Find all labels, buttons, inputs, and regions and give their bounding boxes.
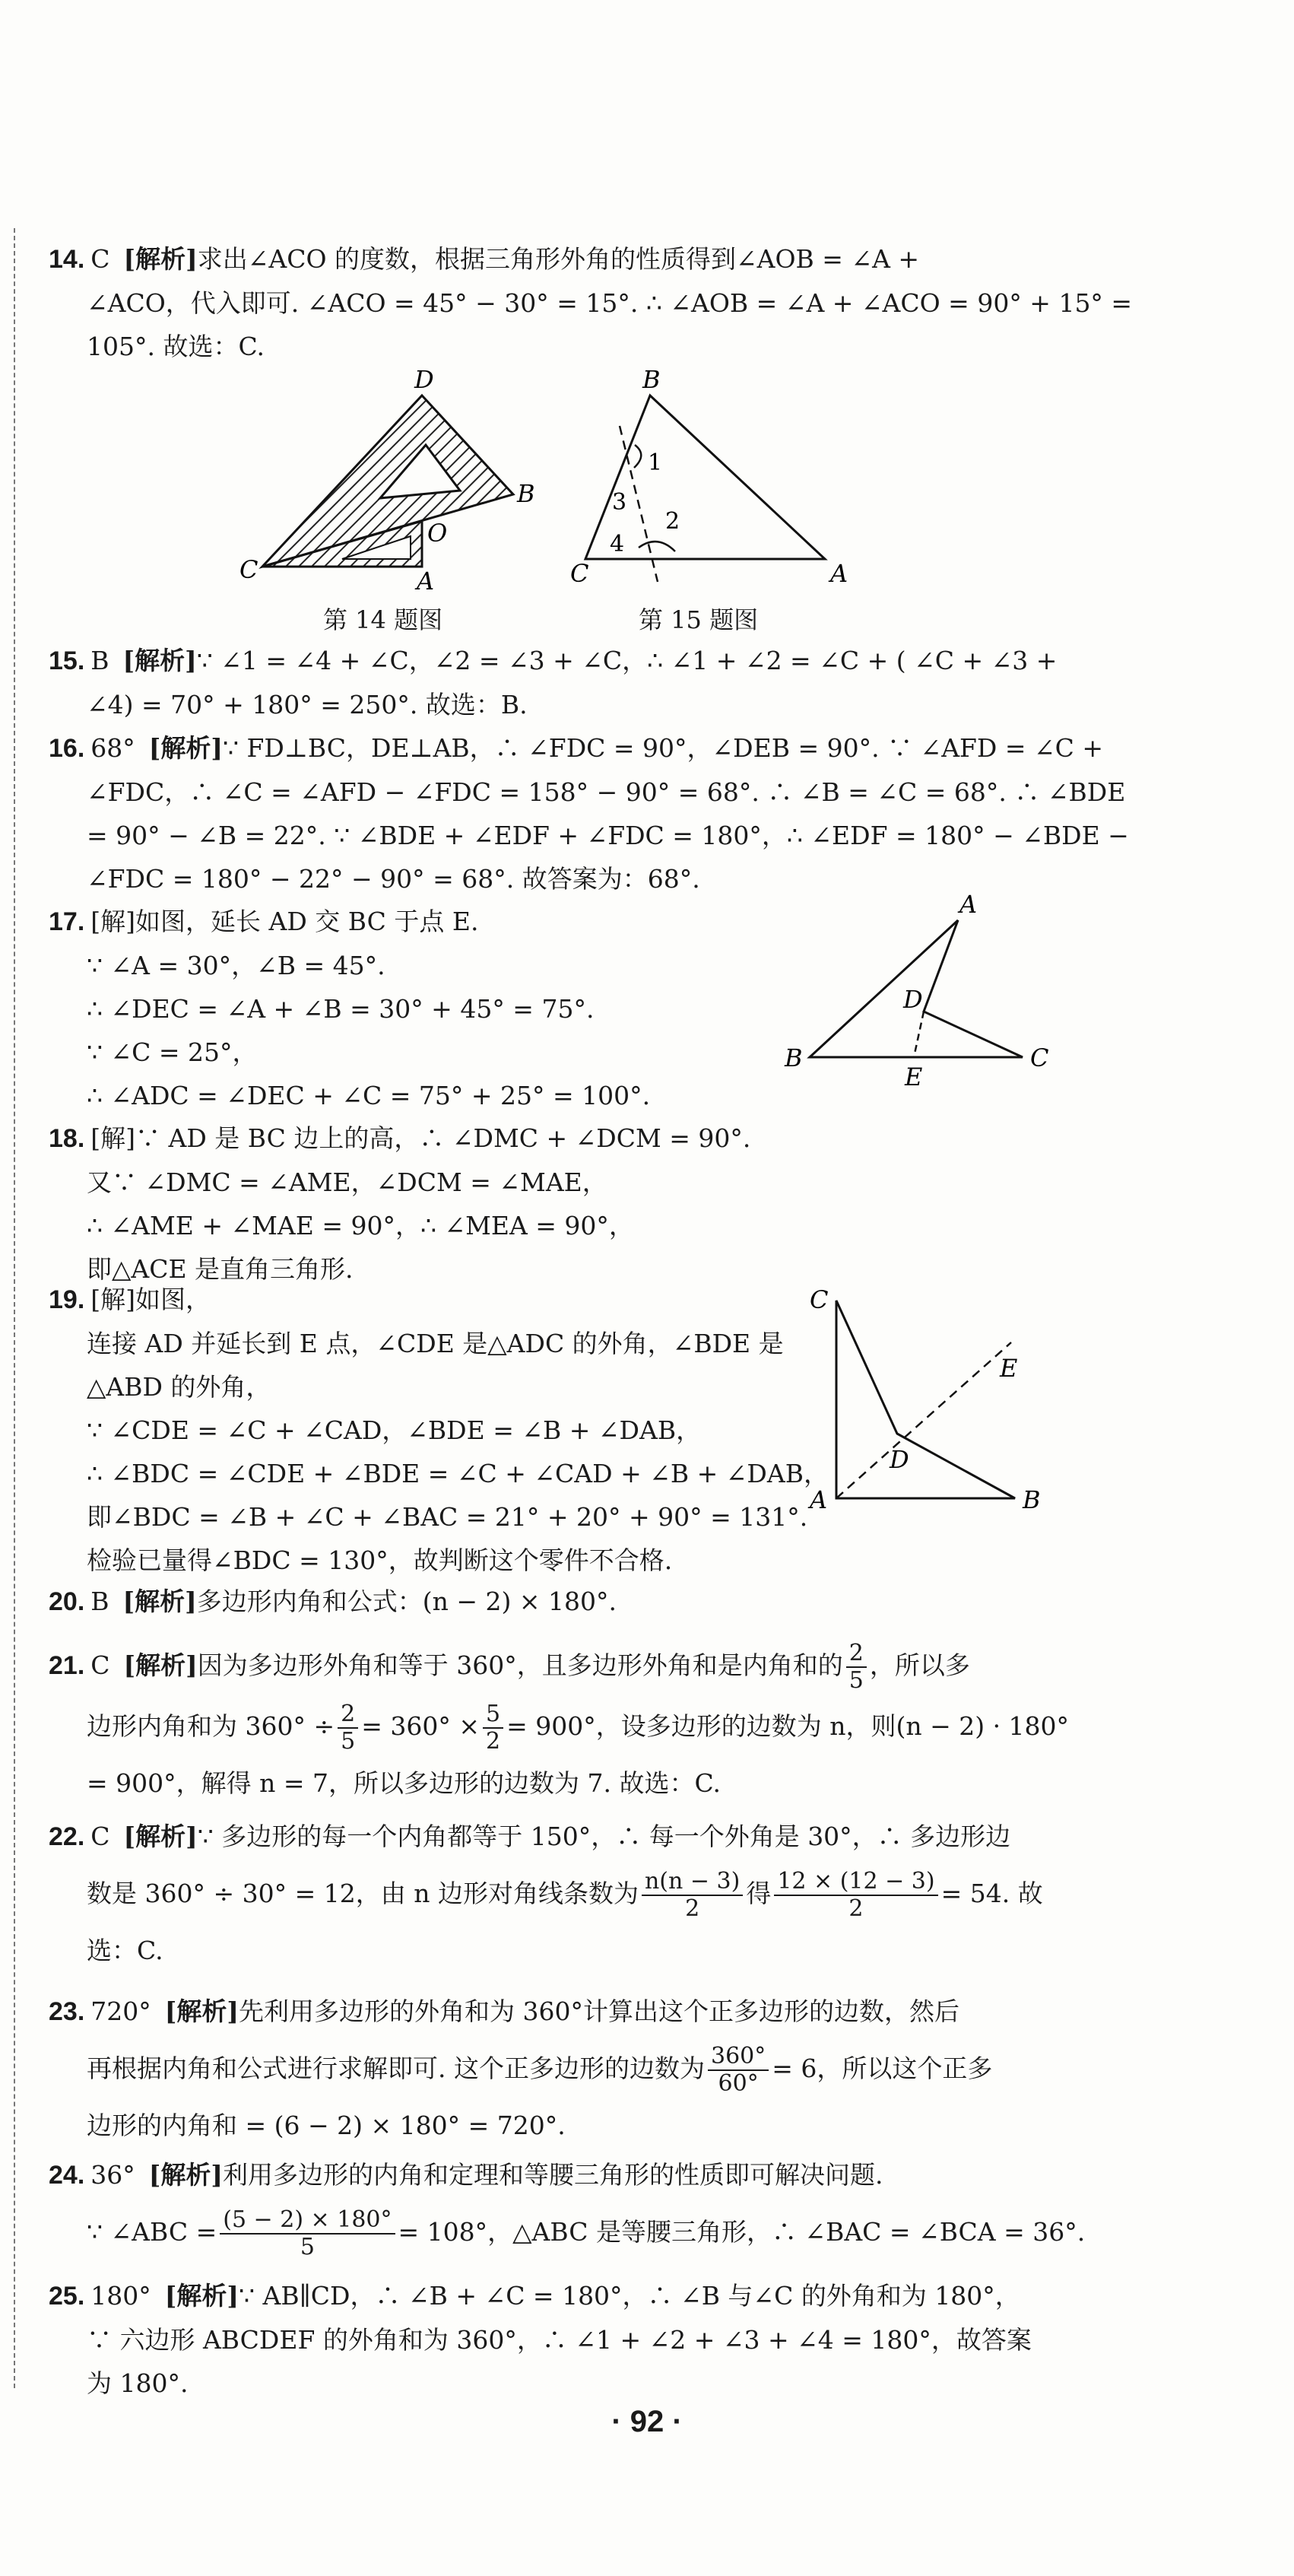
question-number: 18.: [49, 1124, 85, 1153]
figure-15-caption: 第 15 题图: [639, 605, 759, 634]
label-O: O: [427, 519, 448, 548]
question-number: 17.: [49, 907, 85, 936]
numerator: n(n − 3): [642, 1869, 743, 1896]
text-line: 即∠BDC = ∠B + ∠C + ∠BAC = 21° + 20° + 90° = 131°.: [87, 1502, 808, 1532]
analysis-tag: [解析]: [122, 646, 197, 675]
question-18: [49, 1116, 1037, 1291]
analysis-tag: [解析]: [164, 1996, 239, 2026]
dashed-line-AE: [836, 1342, 1011, 1498]
numerator: 2: [846, 1641, 867, 1668]
solution-tag: [解]: [90, 1123, 136, 1153]
text-line: 检验已量得∠BDC = 130°，故判断这个零件不合格.: [87, 1545, 673, 1575]
text-line: = 900°，解得 n = 7，所以多边形的边数为 7. 故选：C.: [87, 1768, 722, 1798]
question-number: 14.: [49, 245, 85, 274]
label-D: D: [890, 1445, 909, 1474]
question-number: 22.: [49, 1822, 85, 1851]
text-line: 如图，延长 AD 交 BC 于点 E.: [135, 907, 479, 936]
text-line: 又∵ ∠DMC = ∠AME，∠DCM = ∠MAE，: [87, 1167, 607, 1197]
fraction: [338, 1701, 358, 1755]
answer: 720°: [90, 1996, 151, 2026]
text-segment: ，所以多: [869, 1650, 970, 1680]
numerator: 5: [483, 1701, 503, 1729]
denominator: 60°: [718, 2070, 759, 2097]
question-25: [49, 2274, 1037, 2405]
label-A: A: [417, 567, 435, 593]
fraction: [483, 1701, 503, 1755]
label-D: D: [414, 365, 434, 394]
denominator: 5: [848, 1667, 864, 1694]
question-number: 15.: [49, 646, 85, 675]
answer: B: [90, 646, 109, 675]
question-14: [49, 237, 1133, 368]
label-B: B: [517, 479, 535, 508]
denominator: 2: [486, 1728, 501, 1755]
numerator: (5 − 2) × 180°: [220, 2207, 395, 2235]
label-2: 2: [665, 508, 680, 535]
denominator: 5: [341, 1728, 356, 1755]
label-D: D: [903, 985, 923, 1014]
text-line: ∵ ∠A = 30°，∠B = 45°.: [87, 951, 385, 980]
numerator: 360°: [708, 2044, 769, 2071]
denominator: 2: [848, 1895, 864, 1922]
text-line: 即△ACE 是直角三角形.: [87, 1254, 354, 1284]
analysis-tag: [解析]: [123, 1650, 198, 1680]
text-line: ∴ ∠AME + ∠MAE = 90°，∴ ∠MEA = 90°，: [87, 1211, 634, 1240]
question-number: 20.: [49, 1587, 85, 1616]
text-line: 利用多边形的内角和定理和等腰三角形的性质即可解决问题.: [223, 2160, 883, 2190]
label-E: E: [905, 1062, 923, 1091]
text-segment: 因为多边形外角和等于 360°，且多边形外角和是内角和的: [197, 1650, 843, 1680]
text-segment: 数是 360° ÷ 30° = 12，由 n 边形对角线条数为: [87, 1879, 639, 1908]
label-E: E: [1000, 1354, 1018, 1383]
text-line: ∵ 多边形的每一个内角都等于 150°，∴ 每一个外角是 30°，∴ 多边形边: [197, 1822, 1011, 1851]
text-line: ∴ ∠ADC = ∠DEC + ∠C = 75° + 25° = 100°.: [87, 1081, 651, 1110]
answer: 68°: [90, 733, 135, 763]
question-number: 24.: [49, 2161, 85, 2190]
question-22: [49, 1810, 1043, 1977]
text-segment: = 108°，△ABC 是等腰三角形，∴ ∠BAC = ∠BCA = 36°.: [398, 2217, 1086, 2247]
text-segment: ∵ ∠ABC =: [87, 2217, 217, 2247]
answer: C: [90, 244, 110, 274]
text-segment: 再根据内角和公式进行求解即可. 这个正多边形的边数为: [87, 2053, 705, 2083]
fraction: [846, 1641, 867, 1694]
text-line: 求出∠ACO 的度数，根据三角形外角的性质得到∠AOB = ∠A +: [197, 244, 920, 274]
analysis-tag: [解析]: [122, 1587, 197, 1616]
text-line: ∵ FD⊥BC，DE⊥AB，∴ ∠FDC = 90°，∠DEB = 90°. ∵ ∠AFD = ∠C +: [223, 733, 1104, 763]
text-line: ∵ ∠1 = ∠4 + ∠C，∠2 = ∠3 + ∠C，∴ ∠1 + ∠2 = ∠C + ( ∠C + ∠3 +: [196, 646, 1058, 675]
figure-14: [228, 365, 547, 593]
dashed-segment-DE: [914, 1012, 924, 1057]
question-number: 23.: [49, 1997, 85, 2026]
text-line: 边形的内角和 = (6 − 2) × 180° = 720°.: [87, 2111, 566, 2140]
text-line: ∵ AD 是 BC 边上的高，∴ ∠DMC + ∠DCM = 90°.: [135, 1123, 751, 1153]
denominator: 2: [685, 1895, 700, 1922]
question-20: [49, 1580, 1037, 1624]
answer: B: [90, 1587, 109, 1616]
text-segment: 得: [746, 1879, 772, 1908]
text-segment: 边形内角和为 360° ÷: [87, 1711, 335, 1741]
text-line: ∠FDC = 180° − 22° − 90° = 68°. 故答案为：68°.: [87, 864, 700, 894]
solution-tag: [解]: [90, 907, 136, 936]
text-line: 如图，: [135, 1285, 211, 1314]
label-B: B: [1023, 1485, 1041, 1514]
label-C: C: [570, 559, 589, 588]
angle-arc-2: [639, 542, 675, 551]
question-23: [49, 1985, 1037, 2152]
label-B: B: [642, 365, 661, 394]
text-segment: = 900°，设多边形的边数为 n，则(n − 2) · 180°: [506, 1711, 1070, 1741]
denominator: 5: [300, 2234, 315, 2260]
label-3: 3: [612, 489, 627, 516]
label-C: C: [239, 555, 258, 584]
answer: 36°: [90, 2160, 135, 2190]
text-line: 105°. 故选：C.: [87, 332, 265, 361]
text-segment: = 6，所以这个正多: [772, 2053, 993, 2083]
text-segment: = 54. 故: [940, 1879, 1043, 1908]
question-15: [49, 639, 1058, 726]
text-line: 连接 AD 并延长到 E 点，∠CDE 是△ADC 的外角，∠BDE 是: [87, 1329, 784, 1358]
label-4: 4: [610, 531, 625, 557]
answer: C: [90, 1822, 110, 1851]
label-A: A: [830, 559, 848, 588]
label-A: A: [810, 1485, 828, 1514]
text-line: = 90° − ∠B = 22°. ∵ ∠BDE + ∠EDF + ∠FDC = 180°，∴ ∠EDF = 180° − ∠BDE −: [87, 821, 1129, 850]
solution-tag: [解]: [90, 1285, 136, 1314]
angle-arc-1: [634, 445, 641, 468]
analysis-tag: [解析]: [164, 2281, 239, 2311]
figure-19: [791, 1278, 1064, 1529]
question-number: 21.: [49, 1651, 85, 1680]
figure-17: [775, 886, 1064, 1091]
text-line: ∠ACO，代入即可. ∠ACO = 45° − 30° = 15°. ∴ ∠AOB = ∠A + ∠ACO = 90° + 15° =: [87, 288, 1133, 318]
answer: C: [90, 1650, 110, 1680]
question-21: [49, 1635, 1070, 1810]
fraction: [774, 1869, 937, 1922]
answer: 180°: [90, 2281, 151, 2311]
text-segment: = 360° ×: [361, 1711, 480, 1741]
binding-margin-line: [14, 228, 15, 2388]
text-line: ∵ ∠CDE = ∠C + ∠CAD，∠BDE = ∠B + ∠DAB，: [87, 1415, 702, 1445]
analysis-tag: [解析]: [123, 244, 198, 274]
page-number: · 92 ·: [611, 2405, 683, 2438]
question-24: [49, 2149, 1086, 2263]
label-B: B: [785, 1043, 803, 1072]
text-line: ∴ ∠DEC = ∠A + ∠B = 30° + 45° = 75°.: [87, 994, 595, 1024]
text-line: ∵ ∠C = 25°，: [87, 1037, 258, 1067]
figure-14-caption: 第 14 题图: [323, 605, 443, 634]
text-line: 选：C.: [87, 1936, 163, 1965]
analysis-tag: [解析]: [148, 733, 223, 763]
text-line: ∠FDC，∴ ∠C = ∠AFD − ∠FDC = 158° − 90° = 68°. ∴ ∠B = ∠C = 68°. ∴ ∠BDE: [87, 777, 1126, 807]
question-number: 16.: [49, 734, 85, 763]
text-line: 先利用多边形的外角和为 360°计算出这个正多边形的边数，然后: [239, 1996, 959, 2026]
question-16: [49, 726, 1129, 900]
label-C: C: [810, 1285, 829, 1314]
text-line: ∠4) = 70° + 180° = 250°. 故选：B.: [87, 690, 528, 719]
question-number: 25.: [49, 2282, 85, 2311]
analysis-tag: [解析]: [123, 1822, 198, 1851]
text-line: ∵ 六边形 ABCDEF 的外角和为 360°，∴ ∠1 + ∠2 + ∠3 + ∠4 = 180°，故答案: [87, 2325, 1032, 2355]
label-A: A: [959, 890, 978, 919]
text-line: 多边形内角和公式：(n − 2) × 180°.: [196, 1587, 617, 1616]
numerator: 2: [338, 1701, 358, 1729]
label-C: C: [1030, 1043, 1049, 1072]
figure-15: [555, 365, 859, 593]
text-line: ∴ ∠BDC = ∠CDE + ∠BDE = ∠C + ∠CAD + ∠B + ∠DAB，: [87, 1459, 829, 1488]
text-line: ∵ AB∥CD，∴ ∠B + ∠C = 180°，∴ ∠B 与∠C 的外角和为 180°，: [239, 2281, 1020, 2311]
fraction: [220, 2207, 395, 2260]
text-line: 为 180°.: [87, 2368, 189, 2398]
question-number: 19.: [49, 1285, 85, 1314]
fraction: [708, 2044, 769, 2097]
text-line: △ABD 的外角，: [87, 1372, 271, 1402]
numerator: 12 × (12 − 3): [774, 1869, 937, 1896]
shape-ACDB: [836, 1301, 1018, 1498]
analysis-tag: [解析]: [148, 2160, 223, 2190]
label-1: 1: [648, 449, 663, 476]
fraction: [642, 1869, 743, 1922]
